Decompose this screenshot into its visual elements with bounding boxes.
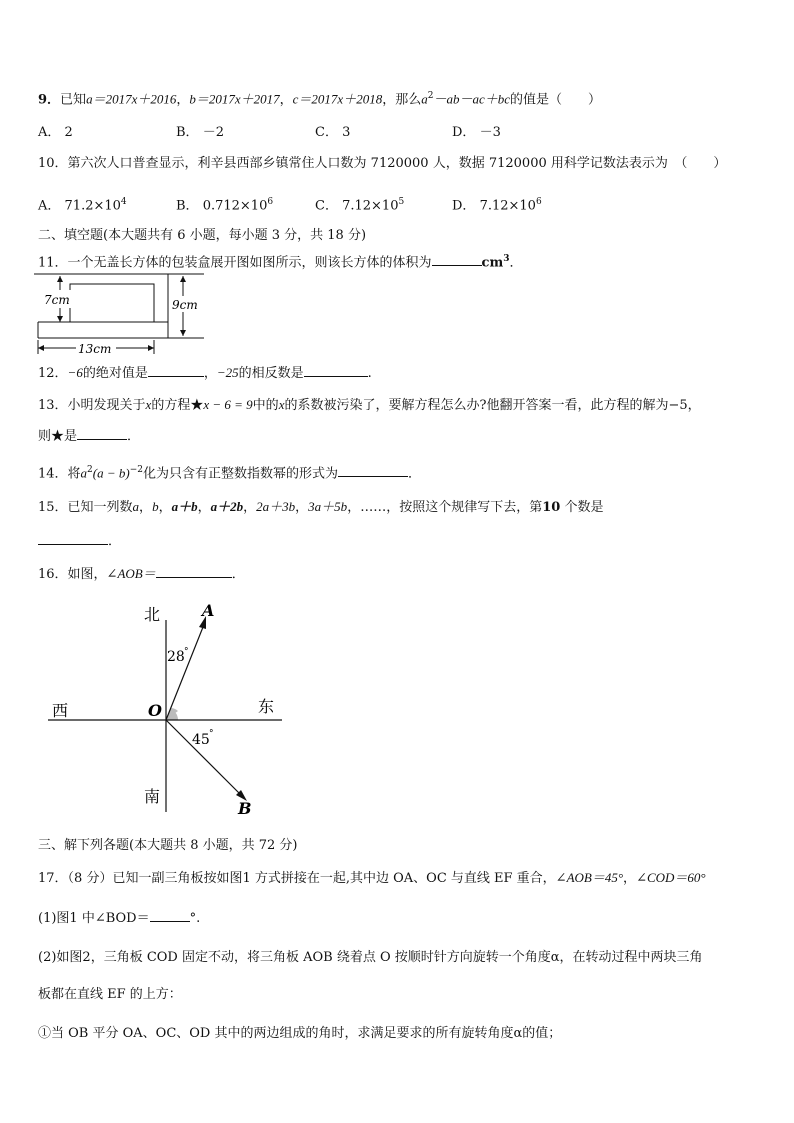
answer-blank [148,362,204,377]
section-heading-solve: 三、解下列各题(本大题共 8 小题，共 72 分) [38,838,298,853]
label-7cm: 7cm [44,293,70,307]
text: 的值是（ ） [510,92,602,108]
option-exponent: 6 [535,197,542,207]
q9-option-a [38,123,73,143]
text: 14．将 [38,466,81,482]
text: 个数是 [564,500,604,515]
sequence-term: a [132,499,140,514]
text: 16．如图， [38,567,107,582]
point-o-label: O [148,701,162,720]
option-exponent: 4 [120,197,127,207]
sequence-term: 3a＋5b [308,499,348,514]
option-label: C． [315,198,338,214]
answer-blank [338,462,408,477]
option-label: A． [38,198,61,214]
text: 12． [38,366,68,381]
sequence-term: 2a＋3b [256,499,296,514]
sequence-term: b [152,499,159,514]
text: ， [203,366,217,381]
angle-aob: ∠AOB＝45° [555,870,624,885]
b-definition: b＝2017x＋2017 [189,91,280,107]
sequence-term: a＋2b [210,499,244,514]
option-value: 2 [64,125,73,140]
question-15-line2 [38,530,764,552]
text: 的相反数是 [238,366,304,381]
section-heading-fill-blank: 二、填空题(本大题共有 6 小题，每小题 3 分，共 18 分) [38,228,367,243]
option-label: B． [176,198,199,214]
text: 的绝对值是 [82,366,148,381]
a-definition: a＝2017x＋2016 [86,91,177,107]
expression-rest: －ab－ac＋bc [433,91,510,107]
option-mantissa: 7.12×10 [342,198,399,214]
text: ，那么 [382,92,422,108]
q10-option-b [176,192,273,216]
question-17-part2-line2: 板都在直线 EF 的上方： [38,987,182,1002]
arrow-head [180,330,186,336]
c-definition: c＝2017x＋2018 [292,91,383,107]
angle-28-label: 28 [167,649,185,665]
text: 如图2，三角板 COD 固定不动，将三角板 AOB 绕着点 O 按顺时针方向旋转一个角度α，在转动过程中两块三角 [56,950,703,965]
label-13cm: 13cm [78,342,112,356]
expression: a [421,91,428,107]
question-16 [38,563,764,585]
text: 13．小明发现关于 [38,398,146,413]
text: 当 OB 平分 OA、OC、OD 其中的两边组成的角时，求满足要求的所有旋转角度α的值； [51,1026,562,1041]
text: 已知 [60,92,87,108]
option-mantissa: 71.2×10 [64,198,121,214]
question-number: 9． [38,92,61,108]
text: 17．（8 分）已知一副三角板按如图1 方式拼接在一起,其中边 OA、OC 与直线 EF 重合， [38,871,556,886]
expression: (a − b) [92,465,130,481]
degree-mark: ° [184,647,189,657]
text: ． [127,429,141,444]
point-b-label: B [238,799,252,818]
arrow-head [57,276,63,282]
question-17-part1 [38,907,764,929]
sequence-term: a＋b [171,499,198,514]
arrow-head [57,316,63,322]
arrow-head [180,276,186,282]
answer-blank [38,530,108,545]
q10-option-c [315,192,404,216]
option-mantissa: 0.712×10 [202,198,268,214]
net-inner-rect [70,284,154,322]
arrow-head [148,345,154,351]
text: 化为只含有正整数指数幂的形式为 [143,466,339,482]
text: ． [231,567,245,582]
answer-blank [150,907,190,922]
q9-option-b [176,123,224,143]
option-label: A． [38,125,61,140]
q10-option-d [452,192,542,216]
option-label: D． [452,125,476,140]
text: . [367,366,372,381]
question-9: 9．已知a＝2017x＋2016，b＝2017x＋2017，c＝2017x＋2018，那么$a^2-ab-ac+bc$的值是（ ） [38,91,602,108]
option-value: －2 [202,125,224,140]
part-number: (1) [38,911,57,926]
equation: x − 6 = 9 [203,397,253,412]
question-15: 15．已知一列数a，b，a＋b，a＋2b，2a＋3b，3a＋5b，……，按照这个规律写下去，第10 个数是 [38,499,604,515]
exponent: 2 [427,91,434,101]
question-10: 10．第六次人口普查显示，利辛县西部乡镇常住人口数为 7120000 人，数据 7120000 用科学记数法表示为 （ ） [38,156,727,171]
question-12 [38,362,764,384]
q9-option-c [315,123,350,143]
text: ． [108,534,122,549]
text: 则★是 [38,429,78,444]
value: −25 [216,365,239,380]
q9-option-d [452,123,501,143]
point-a-label: A [202,601,215,620]
compass-figure [48,598,288,820]
text: 11．一个无盖长方体的包装盒展开图如图所示，则该长方体的体积为 [38,255,432,271]
term-number: 10 [542,500,561,515]
option-exponent: 5 [398,197,405,207]
text: °. [189,911,201,926]
option-label: B． [176,125,199,140]
text: ， [623,871,637,886]
label-9cm: 9cm [172,298,198,312]
text: 的方程★ [151,398,204,413]
variable: x [278,397,285,412]
option-label: D． [452,198,476,214]
option-label: C． [315,125,338,140]
angle-45-label: 45 [192,732,210,748]
text: ． [509,255,523,271]
value: −6 [67,365,83,380]
answer-blank [304,362,368,377]
answer-blank [77,425,127,440]
text: ． [408,466,422,482]
west-label: 西 [52,701,69,720]
question-13 [38,395,764,416]
ray-oa [166,622,205,720]
degree-mark: ° [209,729,214,739]
q10-option-a [38,192,127,216]
option-value: －3 [479,125,501,140]
question-13-line2 [38,425,764,447]
exponent: 2 [87,465,93,475]
unit: cm [481,255,504,271]
text: 的系数被污染了，要解方程怎么办?他翻开答案一看，此方程的解为−5， [284,398,701,413]
text: 图1 中∠BOD＝ [56,911,150,926]
question-17 [38,868,764,889]
angle-expression: ∠AOB＝ [106,566,156,581]
unit-exponent: 3 [503,254,510,264]
option-value: 3 [342,125,351,140]
part-number: (2) [38,950,57,965]
north-label: 北 [144,605,161,624]
question-14 [38,460,764,484]
question-17-part2 [38,948,764,968]
expression-base: a [80,465,88,481]
text: ，……，按照这个规律写下去，第 [347,500,543,515]
arrow-head [38,345,44,351]
exponent: −2 [129,465,143,475]
option-mantissa: 7.12×10 [479,198,536,214]
text: 中的 [252,398,279,413]
box-net-figure [34,268,214,356]
variable: x [145,397,152,412]
question-17-subpart1 [38,1024,764,1044]
answer-blank [156,563,232,578]
angle-cod: ∠COD＝60° [636,870,706,885]
east-label: 东 [258,697,275,716]
text: 15．已知一列数 [38,500,133,515]
subpart-number: ① [38,1026,52,1041]
option-exponent: 6 [267,197,274,207]
answer-blank [432,251,482,266]
south-label: 南 [144,787,161,806]
